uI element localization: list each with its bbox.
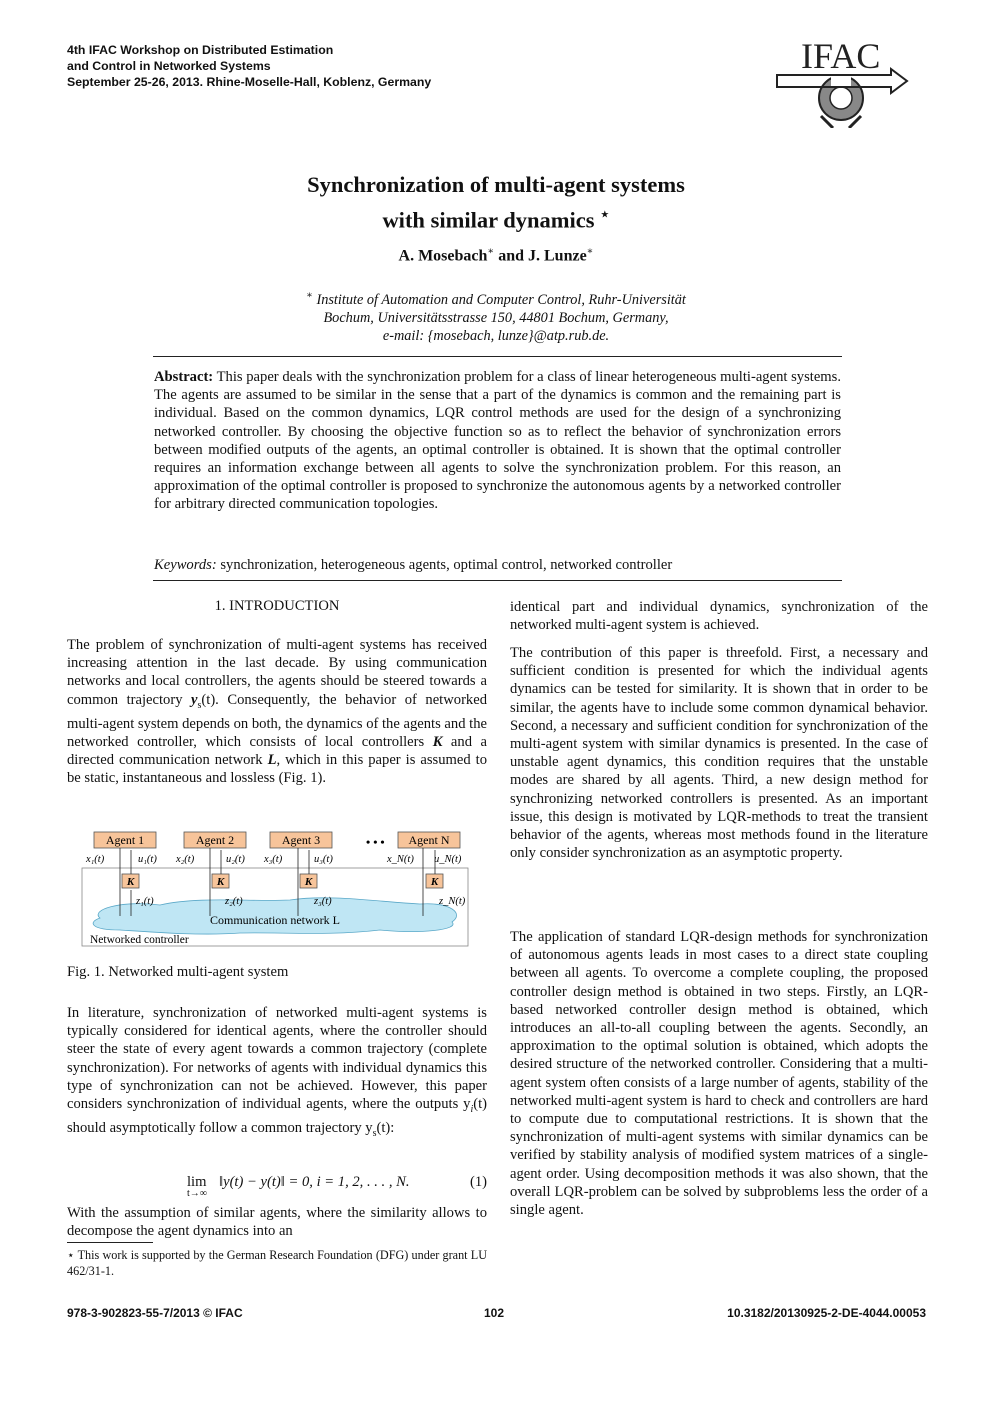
keywords-label: Keywords: (154, 557, 217, 573)
intro-paragraph-1: The problem of synchronization of multi-agent systems has received increasing attention in the last decade. By using communication networks and local controllers, the agents should be steered towards a common trajectory $y_s(t)$. Consequently, the behavior of networked multi-agent system depends on both, the dynamics of the agents and the networked controller, which consists of local controllers K and a directed communication network L, which in this paper is assumed to be static, instantaneous and lossless (Fig. 1). (67, 637, 487, 787)
footer-isbn: 978-3-902823-55-7/2013 © IFAC (67, 1306, 243, 1320)
title-line-1: Synchronization of multi-agent systems (307, 172, 685, 197)
svg-text:Agent N: Agent N (408, 833, 450, 847)
svg-text:x_N(t): x_N(t) (387, 854, 414, 865)
svg-text:Agent 2: Agent 2 (195, 833, 235, 847)
svg-text:u₃(t): u₃(t) (314, 854, 333, 865)
networked-system-figure (80, 830, 470, 948)
footnote: ⋆ This work is supported by the German Research Foundation (DFG) under grant LU 462/31-1. (67, 1248, 487, 1278)
section-heading: 1. INTRODUCTION (214, 598, 340, 614)
svg-text:K: K (430, 876, 439, 888)
right-paragraph-2: The contribution of this paper is threefold. First, a necessary and sufficient condition is presented for which the individual agents dynamics can be tested for similarity. It is shown that in order to be similar, the agents have to include some common dynamical behavior. Second, a necessary and sufficient condition for synchronization of the multi-agent system with similar dynamics is presented. In the case of unstable agent dynamics, this condition requires that the unstable modes are shared by all agents. Third, a new design method for synchronizing networked controllers is presented. As an important issue, this design is motivated by LQR-methods to treat the transient behavior of the agents, whereas most methods found in the literature only consider synchronization as an asymptotic property. (510, 645, 928, 862)
svg-text:Agent 3: Agent 3 (281, 833, 321, 847)
abstract-text: This paper deals with the synchronization problem for a class of linear heterogeneous multi-agent systems. The agents are assumed to be similar in the sense that a part of the dynamics is common and the remaining part is individual. Based on the common dynamics, LQR control methods are used for the design of a synchronizing networked controller. By choosing the objective function so as to reflect the behavior of synchronization errors between modified outputs of the agents, an optimal controller is obtained. It is shown that the optimal controller requires an information exchange between all agents to solve the synchronization problem. For this reason, an approximation of the optimal controller is proposed to synchronize the autonomous agents by a networked controller for arbitrary directed communication topologies. (154, 369, 841, 513)
conference-header (67, 42, 431, 90)
networked-controller-label: Networked controller (90, 934, 189, 946)
svg-text:u₁(t): u₁(t) (138, 854, 157, 865)
right-paragraph-1: identical part and individual dynamics, synchronization of the networked multi-agent system is achieved. (510, 599, 928, 634)
abstract-top-rule (153, 356, 842, 357)
keywords-text: synchronization, heterogeneous agents, optimal control, networked controller (220, 557, 673, 573)
svg-text:z₂(t): z₂(t) (225, 896, 243, 907)
svg-text:z_N(t): z_N(t) (439, 896, 466, 907)
svg-text:K: K (304, 876, 313, 888)
svg-text:u₂(t): u₂(t) (226, 854, 245, 865)
svg-text:x₃(t): x₃(t) (264, 854, 283, 865)
figure-caption: Fig. 1. Networked multi-agent system (67, 964, 289, 980)
svg-text:z₃(t): z₃(t) (314, 896, 332, 907)
affiliation: ∗ Institute of Automation and Computer Control, Ruhr-Universität Bochum, Universitätsstrasse 150, 44801 Bochum, Germany, e-mail: {mosebach, lunze}@atp.rub.de. (306, 290, 686, 344)
author-2: J. Lunze (528, 247, 587, 265)
svg-text:K: K (216, 876, 225, 888)
footnote-rule (67, 1242, 153, 1243)
intro-paragraph-3: With the assumption of similar agents, where the similarity allows to decompose the agent dynamics into an (67, 1205, 487, 1240)
conference-line-2: and Control in Networked Systems (67, 59, 271, 73)
author-1: A. Mosebach (398, 247, 488, 265)
svg-text:u_N(t): u_N(t) (434, 854, 462, 865)
title-line-2: with similar dynamics (382, 207, 595, 233)
svg-text:Agent 1: Agent 1 (105, 833, 145, 847)
ifac-logo (773, 36, 909, 128)
keywords (154, 556, 841, 574)
right-paragraph-3: The application of standard LQR-design methods for synchronization of autonomous agents leads in most cases to a direct state coupling between all agents. To overcome a complete coupling, the proposed controller design method is obtained in two steps. Firstly, an LQR-based networked controller design method is obtained, which introduces an all-to-all coupling between the agents. Secondly, an approximation to the optimal solution is obtained, which adopts the desired structure of the networked controller. Considering that a multi-agent system often consists of a large number of agents, stability of the networked multi-agent system is hard to check and controllers are hard to compute due to computational restrictions. It is shown that the synchronization of multi-agent systems with similar dynamics can be verified by stability analysis of modified system matrices of a single-agent order. Using decomposition methods it was also shown, that the overall LQR-problem can be solved by subproblems less the order of a single agent. (510, 929, 928, 1219)
title-star: ⋆ (600, 207, 610, 223)
ifac-logo-text: IFAC (801, 36, 881, 76)
agent-1 (85, 832, 157, 916)
footer-doi: 10.3182/20130925-2-DE-4044.00053 (727, 1306, 926, 1320)
network-label: Communication network L (210, 913, 340, 927)
svg-text:z₁(t): z₁(t) (136, 896, 154, 907)
intro-paragraph-2: In literature, synchronization of networked multi-agent systems is typically considered for identical agents, where the controller should steer the state of every agent towards a common trajectory (complete synchronization). For networks of agents with individual dynamics this type of synchronization can not be achieved. However, this paper considers synchronization of individual agents, where the outputs $y_i(t)$ should asymptotically follow a common trajectory $y_s(t)$: (67, 1005, 487, 1140)
authors: A. Mosebach∗ and J. Lunze∗ (398, 246, 594, 265)
agent-ellipsis: • • • (366, 835, 385, 849)
abstract-label: Abstract: (154, 369, 214, 385)
paper-title (0, 170, 992, 236)
abstract (154, 368, 841, 514)
svg-text:K: K (126, 876, 135, 888)
conference-line-3: September 25-26, 2013. Rhine-Moselle-Hall, Koblenz, Germany (67, 75, 432, 89)
svg-text:x₁(t): x₁(t) (86, 854, 105, 865)
conference-line-1: 4th IFAC Workshop on Distributed Estimation (67, 43, 334, 57)
abstract-bottom-rule (153, 580, 842, 581)
equation-1: lim t→∞ ‖y(t) − y(t)‖ = 0, i = 1, 2, . . . , N. (1) (187, 1174, 487, 1199)
page-number: 102 (484, 1306, 505, 1320)
svg-text:x₂(t): x₂(t) (176, 854, 195, 865)
